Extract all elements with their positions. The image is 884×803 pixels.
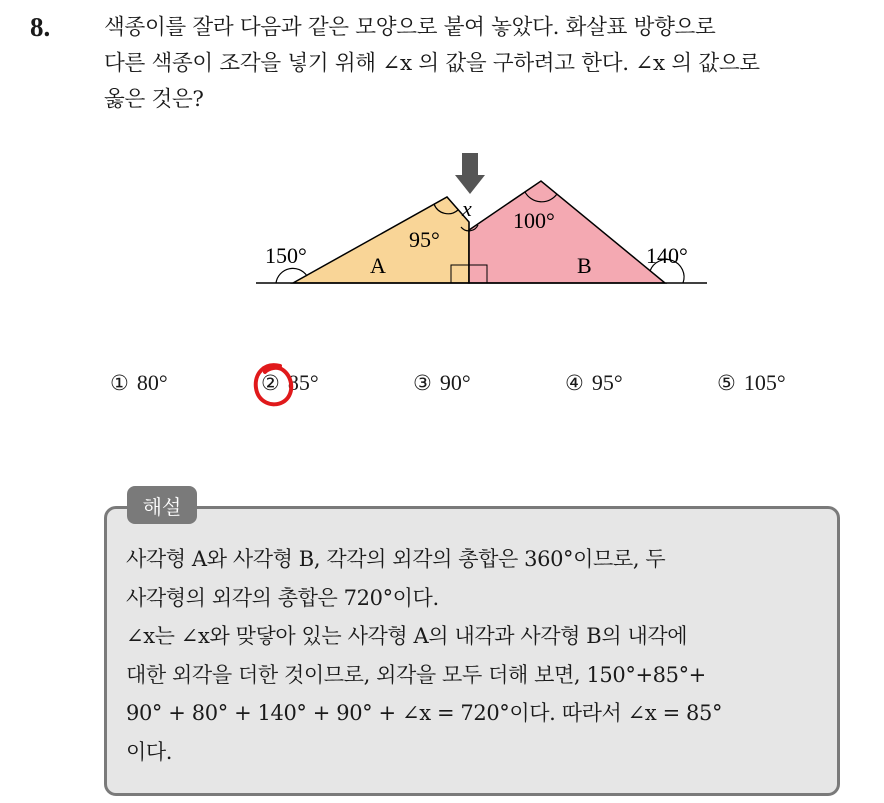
choice-1[interactable] [110,370,168,396]
label-a: A [370,253,386,278]
choice-5[interactable] [717,370,786,396]
choice-value: 90° [439,370,471,395]
choice-3[interactable] [413,370,471,396]
choice-4[interactable] [565,370,623,396]
solution-line: 사각형의 외각의 총합은 720°이다. [126,585,439,610]
solution-tab: 해설 [127,486,197,524]
question-line: 다른 색종이 조각을 넣기 위해 ∠x 의 값을 구하려고 한다. ∠x 의 값으로 [104,51,760,76]
choice-value: 95° [591,370,623,395]
solution-line: 사각형 A와 사각형 B, 각각의 외각의 총합은 360°이므로, 두 [126,547,666,571]
choice-value: 80° [136,370,168,395]
question-line: 옳은 것은? [104,87,204,112]
quadrilateral-b [469,181,665,283]
choice-number: ⑤ [717,371,736,395]
answer-circle-mark [250,360,298,412]
question-line: 색종이를 잘라 다음과 같은 모양으로 붙여 놓았다. 화살표 방향으로 [104,15,716,40]
choice-number: ③ [413,371,432,395]
solution-line: ∠x는 ∠x와 맞닿아 있는 사각형 A의 내각과 사각형 B의 내각에 [126,624,688,648]
down-arrow-icon [455,153,485,194]
solution-line: 대한 외각을 더한 것이므로, 외각을 모두 더해 보면, 150°+85°+ [126,662,706,687]
answer-choices [0,370,884,404]
label-x: x [462,196,472,221]
question-number: 8. [30,12,51,42]
solution-line: 이다. [126,739,173,764]
angle-label-140: 140° [646,243,688,268]
solution-text [126,540,836,771]
choice-number: ② [261,371,280,395]
angle-label-95: 95° [409,227,440,252]
choice-value: 85° [287,370,319,395]
geometry-figure [0,0,884,330]
angle-label-100: 100° [513,208,555,233]
solution-line: 90° + 80° + 140° + 90° + ∠x = 720°이다. 따라서 ∠x = 85° [126,701,723,725]
angle-label-150: 150° [265,243,307,268]
choice-number: ① [110,371,129,395]
label-b: B [577,253,592,278]
choice-number: ④ [565,371,584,395]
choice-value: 105° [743,370,786,395]
